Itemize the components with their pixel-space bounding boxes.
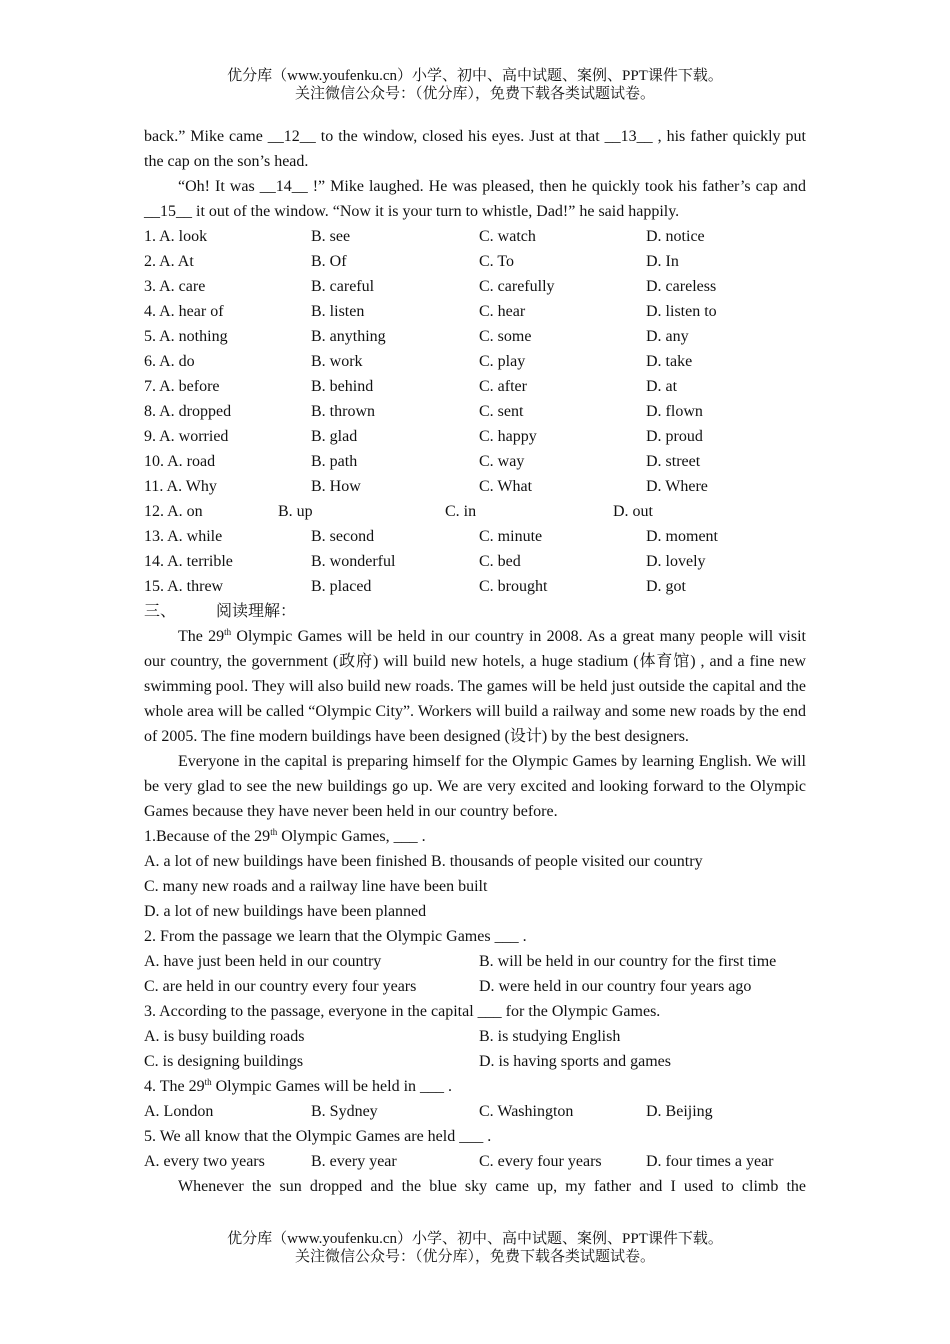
option-c: C. every four years bbox=[479, 1153, 602, 1170]
option-b: B. thrown bbox=[311, 403, 375, 420]
option-c: C. carefully bbox=[479, 278, 555, 295]
option-a: 3. A. care bbox=[144, 278, 206, 295]
option-a: 6. A. do bbox=[144, 353, 195, 370]
question-2: 2. From the passage we learn that the Olympic Games ___ . bbox=[144, 928, 527, 945]
option-c: C. hear bbox=[479, 303, 526, 320]
option-row bbox=[144, 399, 806, 424]
question-5: 5. We all know that the Olympic Games are held ___ . bbox=[144, 1128, 492, 1145]
option-b: B. listen bbox=[311, 303, 365, 320]
option-d: D. take bbox=[646, 353, 693, 370]
option-d: D. listen to bbox=[646, 303, 717, 320]
option-row bbox=[144, 274, 806, 299]
question-4 bbox=[144, 1074, 806, 1099]
option-b: B. How bbox=[311, 478, 361, 495]
footer-line-1: 优分库（www.youfenku.cn）小学、初中、高中试题、案例、PPT课件下载。 bbox=[227, 1231, 723, 1247]
option-d: D. In bbox=[646, 253, 679, 270]
section-number: 三、 bbox=[144, 603, 177, 620]
option-row bbox=[144, 1024, 806, 1049]
option-d: D. notice bbox=[646, 228, 705, 245]
option-b: B. every year bbox=[311, 1153, 397, 1170]
option-c: C. in bbox=[445, 503, 477, 520]
option-b: B. up bbox=[278, 503, 313, 520]
option-c: C. is designing buildings bbox=[144, 1053, 304, 1070]
text-run: 1.Because of the 29 bbox=[144, 828, 271, 845]
option-a: 13. A. while bbox=[144, 528, 223, 545]
text-run: 4. The 29 bbox=[144, 1078, 205, 1095]
option-a: 14. A. terrible bbox=[144, 553, 233, 570]
superscript: th bbox=[204, 1077, 212, 1087]
footer-line-2: 关注微信公众号：（优分库），免费下载各类试题试卷。 bbox=[294, 1249, 655, 1265]
question-1 bbox=[144, 824, 806, 849]
option-d: D. were held in our country four years ago bbox=[479, 978, 752, 995]
option-d: D. proud bbox=[646, 428, 703, 445]
option-d: D. lovely bbox=[646, 553, 706, 570]
option-row bbox=[144, 224, 806, 249]
option-a: A. London bbox=[144, 1103, 214, 1120]
option-c: C. brought bbox=[479, 578, 548, 595]
option-a: 9. A. worried bbox=[144, 428, 229, 445]
text-run: Olympic Games will be held in our country in 2008. As a great many people will visit our country, the government (政府) will build new hotels, a huge stadium (体育馆) , and a fine new swimming pool. They will also build new roads. The games will be held just outside the capital and the whole area will be called “Olympic City”. Workers will build a railway and some new roads by the end of 2005. The fine modern buildings have been designed (设计) by the best designers. bbox=[144, 628, 806, 745]
option-a: 7. A. before bbox=[144, 378, 220, 395]
option-d: D. out bbox=[613, 503, 653, 520]
option-a: 12. A. on bbox=[144, 503, 203, 520]
option-row bbox=[144, 349, 806, 374]
option-d: D. four times a year bbox=[646, 1153, 774, 1170]
header-line-1: 优分库（www.youfenku.cn）小学、初中、高中试题、案例、PPT课件下载。 bbox=[227, 68, 723, 84]
option-b: B. see bbox=[311, 228, 351, 245]
option-d: D. careless bbox=[646, 278, 717, 295]
reading-paragraph bbox=[144, 624, 806, 749]
option-row bbox=[144, 474, 806, 499]
option-row bbox=[144, 374, 806, 399]
page-header bbox=[0, 67, 950, 103]
option-row bbox=[144, 324, 806, 349]
cloze-paragraph: “Oh! It was __14__ !” Mike laughed. He was pleased, then he quickly took his father’s cap and __15__ it out of the window. “Now it is your turn to whistle, Dad!” he said happily. bbox=[144, 178, 806, 220]
option-b: B. placed bbox=[311, 578, 372, 595]
option-a: 1. A. look bbox=[144, 228, 208, 245]
header-line-2: 关注微信公众号：（优分库），免费下载各类试题试卷。 bbox=[294, 86, 655, 102]
option-a: 5. A. nothing bbox=[144, 328, 228, 345]
option-d: D. any bbox=[646, 328, 689, 345]
option-c: C. What bbox=[479, 478, 533, 495]
option-b: B. path bbox=[311, 453, 358, 470]
option-b: B. anything bbox=[311, 328, 386, 345]
question-1-option-d: D. a lot of new buildings have been planned bbox=[144, 903, 427, 920]
option-d: D. Where bbox=[646, 478, 708, 495]
section-title: 阅读理解： bbox=[216, 603, 297, 620]
option-b: B. will be held in our country for the first time bbox=[479, 953, 777, 970]
question-1-option-c: C. many new roads and a railway line have been built bbox=[144, 878, 488, 895]
question-1-options-ab: A. a lot of new buildings have been finished B. thousands of people visited our country bbox=[144, 853, 703, 870]
option-c: C. sent bbox=[479, 403, 524, 420]
option-c: C. To bbox=[479, 253, 515, 270]
option-row bbox=[144, 949, 806, 974]
option-d: D. is having sports and games bbox=[479, 1053, 671, 1070]
text-run: The 29 bbox=[178, 628, 225, 645]
cloze-paragraph: back.” Mike came __12__ to the window, closed his eyes. Just at that __13__ , his father quickly put the cap on the son’s head. bbox=[144, 128, 806, 170]
option-row bbox=[144, 549, 806, 574]
option-c: C. way bbox=[479, 453, 525, 470]
text-run: Olympic Games, ___ . bbox=[277, 828, 426, 845]
option-c: C. play bbox=[479, 353, 526, 370]
question-3: 3. According to the passage, everyone in the capital ___ for the Olympic Games. bbox=[144, 1003, 661, 1020]
option-d: D. Beijing bbox=[646, 1103, 713, 1120]
option-c: C. happy bbox=[479, 428, 537, 445]
option-a: A. every two years bbox=[144, 1153, 265, 1170]
option-row bbox=[144, 574, 806, 599]
cloze-options bbox=[144, 224, 806, 599]
option-b: B. glad bbox=[311, 428, 358, 445]
option-c: C. bed bbox=[479, 553, 521, 570]
option-row bbox=[144, 424, 806, 449]
option-row bbox=[144, 1149, 806, 1174]
option-a: 4. A. hear of bbox=[144, 303, 224, 320]
option-a: A. is busy building roads bbox=[144, 1028, 305, 1045]
option-c: C. some bbox=[479, 328, 532, 345]
option-row bbox=[144, 499, 806, 524]
option-d: D. flown bbox=[646, 403, 703, 420]
superscript: th bbox=[270, 827, 278, 837]
option-c: C. minute bbox=[479, 528, 543, 545]
option-b: B. wonderful bbox=[311, 553, 396, 570]
option-b: B. Of bbox=[311, 253, 347, 270]
next-passage-start: Whenever the sun dropped and the blue sky came up, my father and I used to climb the bbox=[178, 1178, 806, 1195]
option-row bbox=[144, 299, 806, 324]
option-d: D. moment bbox=[646, 528, 718, 545]
option-a: 8. A. dropped bbox=[144, 403, 232, 420]
option-row bbox=[144, 974, 806, 999]
option-b: B. work bbox=[311, 353, 363, 370]
option-b: B. Sydney bbox=[311, 1103, 378, 1120]
option-b: B. second bbox=[311, 528, 375, 545]
option-a: 11. A. Why bbox=[144, 478, 217, 495]
option-d: D. got bbox=[646, 578, 686, 595]
option-row bbox=[144, 524, 806, 549]
section-heading bbox=[144, 599, 806, 624]
option-c: C. are held in our country every four years bbox=[144, 978, 417, 995]
option-a: 15. A. threw bbox=[144, 578, 224, 595]
option-row bbox=[144, 1099, 806, 1124]
option-d: D. at bbox=[646, 378, 678, 395]
option-a: A. have just been held in our country bbox=[144, 953, 382, 970]
page-footer bbox=[0, 1230, 950, 1266]
option-row bbox=[144, 449, 806, 474]
document-body bbox=[144, 124, 806, 1199]
option-b: B. behind bbox=[311, 378, 374, 395]
option-a: 10. A. road bbox=[144, 453, 216, 470]
option-d: D. street bbox=[646, 453, 701, 470]
option-c: C. after bbox=[479, 378, 527, 395]
option-a: 2. A. At bbox=[144, 253, 194, 270]
option-b: B. is studying English bbox=[479, 1028, 621, 1045]
option-c: C. watch bbox=[479, 228, 536, 245]
superscript: th bbox=[224, 627, 232, 637]
option-c: C. Washington bbox=[479, 1103, 574, 1120]
reading-paragraph: Everyone in the capital is preparing himself for the Olympic Games by learning English. We will be very glad to see the new buildings go up. We are very excited and looking forward to the Olympic Games because they have never been held in our country before. bbox=[144, 753, 806, 820]
text-run: Olympic Games will be held in ___ . bbox=[211, 1078, 453, 1095]
option-row bbox=[144, 249, 806, 274]
option-row bbox=[144, 1049, 806, 1074]
option-b: B. careful bbox=[311, 278, 375, 295]
